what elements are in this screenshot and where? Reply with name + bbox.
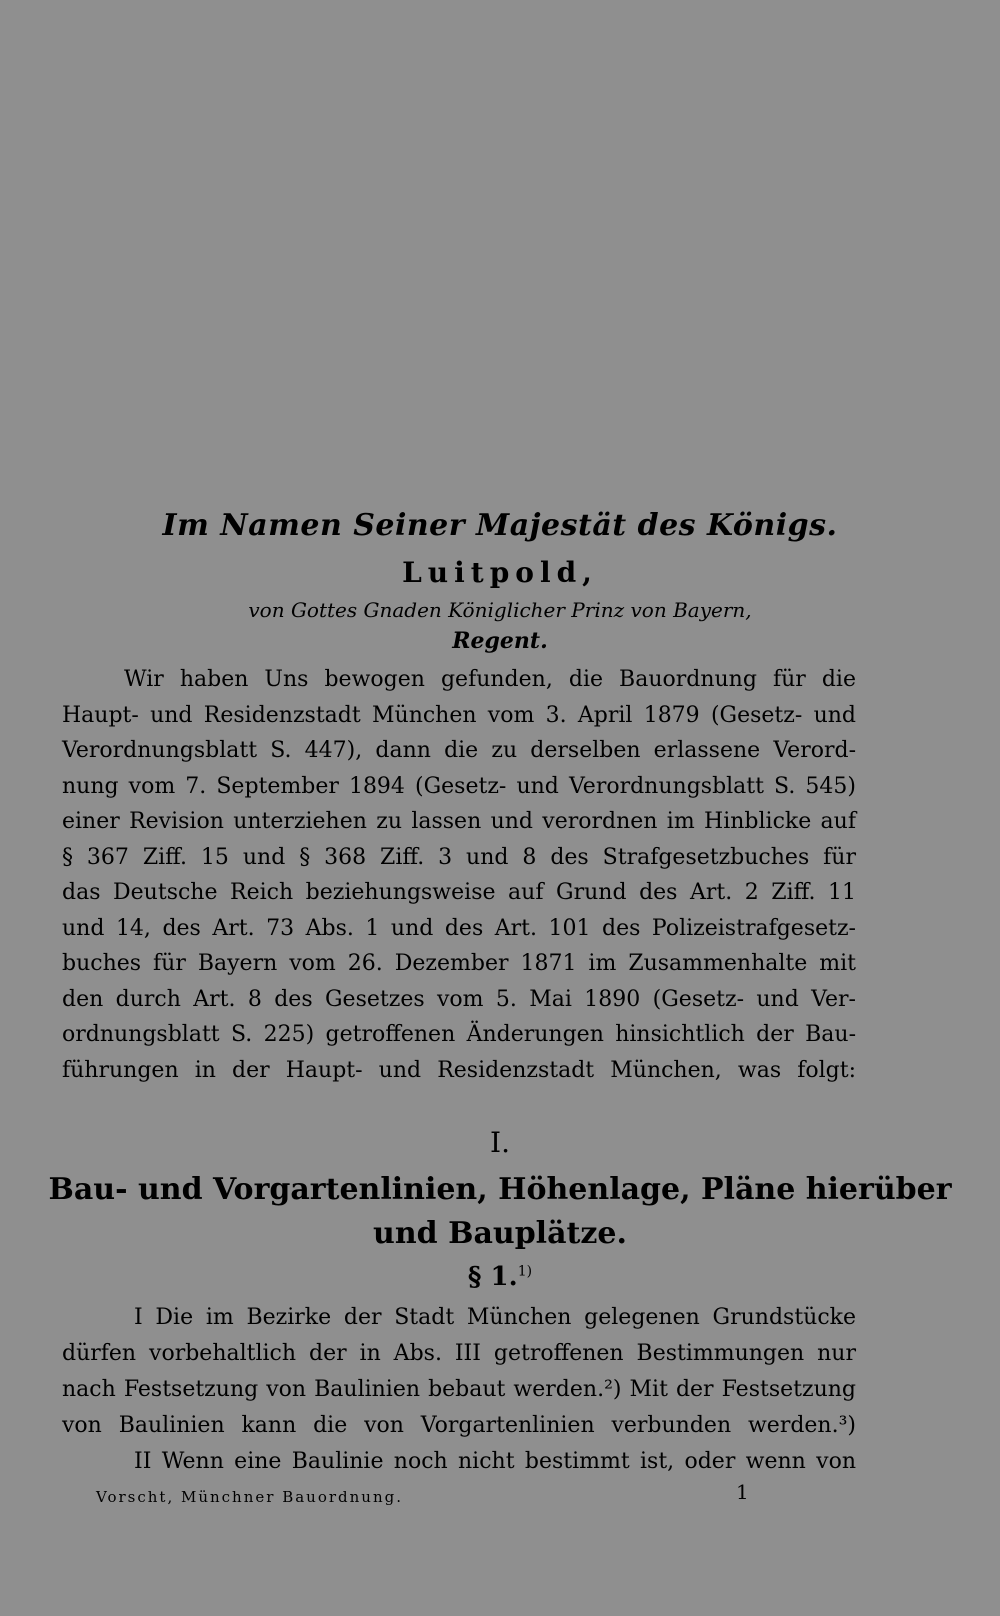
section-number: I. <box>490 1126 510 1159</box>
preamble-line: das Deutsche Reich beziehungsweise auf Grund des Art. 2 Ziff. 11 <box>62 880 856 905</box>
preamble-line: einer Revision unterziehen zu lassen und verordnen im Hinblicke auf <box>62 809 856 834</box>
preamble-line: nung vom 7. September 1894 (Gesetz- und Verordnungsblatt S. 545) <box>62 773 856 799</box>
preamble-line: Verordnungsblatt S. 447), dann die zu derselben erlassene Verord- <box>62 738 856 763</box>
page-number: 1 <box>736 1480 749 1504</box>
preamble-line: § 367 Ziff. 15 und § 368 Ziff. 3 und 8 des Strafgesetzbuches für <box>62 844 856 870</box>
footnote-ref: 1) <box>517 1263 533 1280</box>
paragraph-line: I Die im Bezirke der Stadt München gelegenen Grundstücke <box>134 1305 856 1330</box>
regent-title: Regent. <box>452 628 548 654</box>
preamble-line: den durch Art. 8 des Gesetzes vom 5. Mai 1890 (Gesetz- und Ver- <box>62 986 856 1012</box>
preamble-line: Wir haben Uns bewogen gefunden, die Bauordnung für die <box>124 667 856 692</box>
paragraph-line: dürfen vorbehaltlich der in Abs. III getroffenen Bestimmungen nur <box>62 1341 856 1366</box>
paragraph-text <box>62 1300 856 1480</box>
heading: Im Namen Seiner Majestät des Königs. <box>162 508 838 543</box>
preamble-line: ordnungsblatt S. 225) getroffenen Änderungen hinsichtlich der Bau- <box>62 1022 856 1047</box>
section-title-line: Bau- und Vorgartenlinien, Höhenlage, Pläne hierüber <box>48 1172 952 1207</box>
paragraph-line: II Wenn eine Baulinie noch nicht bestimmt ist, oder wenn von <box>134 1449 856 1474</box>
paragraph-sign: § 1. <box>467 1262 518 1292</box>
section-title <box>0 1168 1000 1256</box>
preamble-line: führungen in der Haupt- und Residenzstadt München, was folgt: <box>62 1057 856 1083</box>
title-line: von Gottes Gnaden Königlicher Prinz von Bayern, <box>248 598 752 622</box>
paragraph-line: von Baulinien kann die von Vorgartenlinien verbunden werden.³) <box>62 1413 856 1438</box>
preamble-line: und 14, des Art. 73 Abs. 1 und des Art. 101 des Polizeistrafgesetz- <box>62 915 856 941</box>
preamble-line: buches für Bayern vom 26. Dezember 1871 im Zusammenhalte mit <box>62 951 856 976</box>
paragraph-heading <box>0 1262 1000 1292</box>
preamble-line: Haupt- und Residenzstadt München vom 3. April 1879 (Gesetz- und <box>62 702 856 728</box>
regent-name: Luitpold, <box>402 556 598 589</box>
preamble-text <box>62 662 856 1088</box>
section-title-line: und Bauplätze. <box>373 1216 627 1251</box>
footer-signature: Vorscht, Münchner Bauordnung. <box>96 1488 403 1506</box>
paragraph-line: nach Festsetzung von Baulinien bebaut werden.²) Mit der Festsetzung <box>62 1377 856 1402</box>
